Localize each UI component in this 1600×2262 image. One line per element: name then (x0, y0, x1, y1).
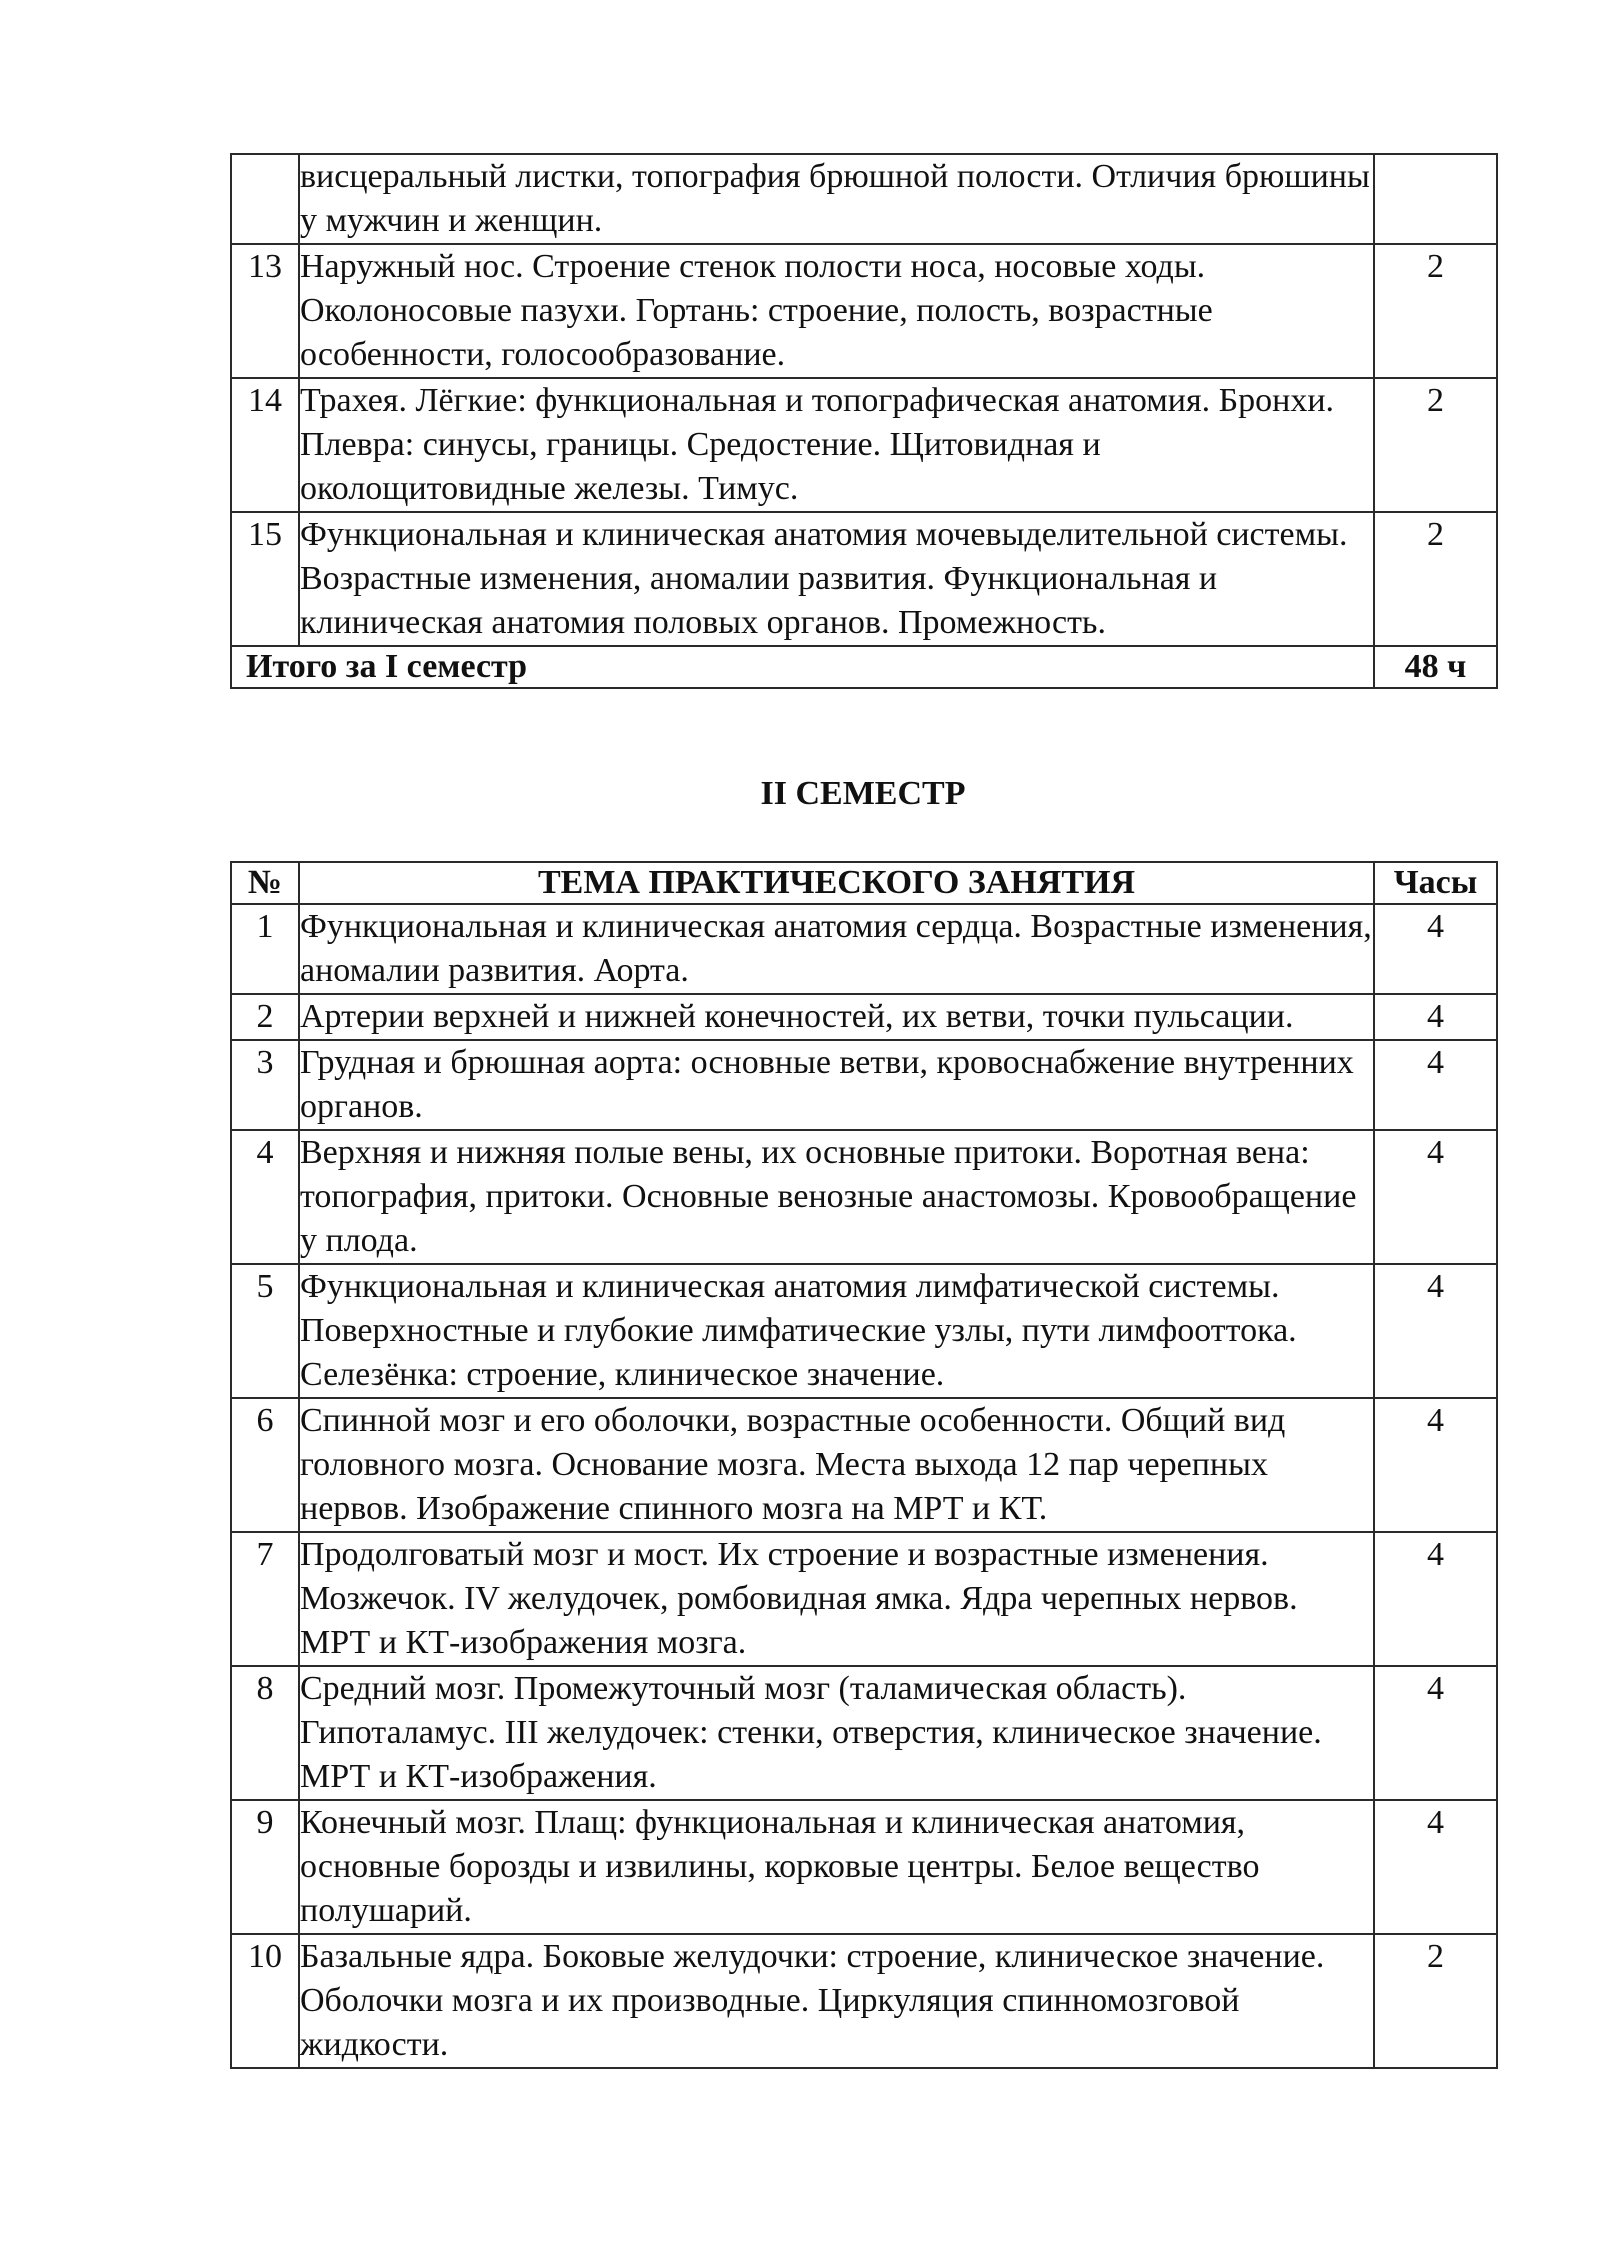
table-row (231, 1398, 1497, 1532)
row-hours: 4 (1374, 1398, 1497, 1532)
section-heading: II СЕМЕСТР (760, 775, 966, 812)
row-topic: Верхняя и нижняя полые вены, их основные притоки. Воротная вена: топография, притоки. Основные венозные анастомозы. Кровообращение у плода. (299, 1130, 1374, 1264)
row-number: 13 (231, 244, 299, 378)
total-row (231, 646, 1497, 688)
row-number: 8 (231, 1666, 299, 1800)
header-number: № (231, 862, 299, 904)
table-row (231, 1934, 1497, 2068)
row-hours: 4 (1374, 994, 1497, 1040)
table-header-row (231, 862, 1497, 904)
row-hours: 2 (1374, 1934, 1497, 2068)
row-topic: висцеральный листки, топография брюшной полости. Отличия брюшины у мужчин и женщин. (299, 154, 1374, 244)
total-label: Итого за I семестр (231, 646, 1374, 688)
row-number: 9 (231, 1800, 299, 1934)
table-row (231, 1264, 1497, 1398)
row-hours (1374, 154, 1497, 244)
row-topic: Средний мозг. Промежуточный мозг (таламическая область). Гипоталамус. III желудочек: стенки, отверстия, клиническое значение. МРТ и КТ-изображения. (299, 1666, 1374, 1800)
row-number: 15 (231, 512, 299, 646)
row-topic: Функциональная и клиническая анатомия лимфатической системы. Поверхностные и глубокие лимфатические узлы, пути лимфооттока. Селезёнка: строение, клиническое значение. (299, 1264, 1374, 1398)
table-row (231, 1130, 1497, 1264)
row-hours: 2 (1374, 378, 1497, 512)
semester-1-table-continuation (230, 153, 1498, 689)
row-number: 10 (231, 1934, 299, 2068)
row-topic: Наружный нос. Строение стенок полости носа, носовые ходы. Околоносовые пазухи. Гортань: строение, полость, возрастные особенности, голосообразование. (299, 244, 1374, 378)
row-number: 3 (231, 1040, 299, 1130)
table-row (231, 154, 1497, 244)
row-hours: 4 (1374, 1800, 1497, 1934)
table-row (231, 994, 1497, 1040)
row-number: 5 (231, 1264, 299, 1398)
row-hours: 4 (1374, 1040, 1497, 1130)
row-hours: 4 (1374, 904, 1497, 994)
row-number: 1 (231, 904, 299, 994)
row-topic: Конечный мозг. Плащ: функциональная и клиническая анатомия, основные борозды и извилины, корковые центры. Белое вещество полушарий. (299, 1800, 1374, 1934)
table-row (231, 1800, 1497, 1934)
row-topic: Функциональная и клиническая анатомия сердца. Возрастные изменения, аномалии развития. Аорта. (299, 904, 1374, 994)
row-topic: Продолговатый мозг и мост. Их строение и возрастные изменения. Мозжечок. IV желудочек, ромбовидная ямка. Ядра черепных нервов. МРТ и КТ-изображения мозга. (299, 1532, 1374, 1666)
table-row (231, 244, 1497, 378)
table-row (231, 1532, 1497, 1666)
row-number (231, 154, 299, 244)
total-hours: 48 ч (1374, 646, 1497, 688)
header-topic: ТЕМА ПРАКТИЧЕСКОГО ЗАНЯТИЯ (299, 862, 1374, 904)
row-topic: Функциональная и клиническая анатомия мочевыделительной системы. Возрастные изменения, аномалии развития. Функциональная и клиническая анатомия половых органов. Промежность. (299, 512, 1374, 646)
row-hours: 4 (1374, 1264, 1497, 1398)
row-number: 2 (231, 994, 299, 1040)
row-number: 7 (231, 1532, 299, 1666)
row-topic: Трахея. Лёгкие: функциональная и топографическая анатомия. Бронхи. Плевра: синусы, границы. Средостение. Щитовидная и околощитовидные железы. Тимус. (299, 378, 1374, 512)
row-hours: 2 (1374, 512, 1497, 646)
header-hours: Часы (1374, 862, 1497, 904)
semester-2-table (230, 861, 1498, 2069)
row-topic: Спинной мозг и его оболочки, возрастные особенности. Общий вид головного мозга. Основание мозга. Места выхода 12 пар черепных нервов. Изображение спинного мозга на МРТ и КТ. (299, 1398, 1374, 1532)
row-hours: 4 (1374, 1532, 1497, 1666)
row-hours: 4 (1374, 1666, 1497, 1800)
row-topic: Базальные ядра. Боковые желудочки: строение, клиническое значение. Оболочки мозга и их производные. Циркуляция спинномозговой жидкости. (299, 1934, 1374, 2068)
row-number: 6 (231, 1398, 299, 1532)
row-hours: 2 (1374, 244, 1497, 378)
table-row (231, 512, 1497, 646)
table-row (231, 1666, 1497, 1800)
row-hours: 4 (1374, 1130, 1497, 1264)
row-number: 4 (231, 1130, 299, 1264)
row-topic: Артерии верхней и нижней конечностей, их ветви, точки пульсации. (299, 994, 1374, 1040)
table-row (231, 1040, 1497, 1130)
table-row (231, 378, 1497, 512)
table-row (231, 904, 1497, 994)
row-number: 14 (231, 378, 299, 512)
row-topic: Грудная и брюшная аорта: основные ветви, кровоснабжение внутренних органов. (299, 1040, 1374, 1130)
